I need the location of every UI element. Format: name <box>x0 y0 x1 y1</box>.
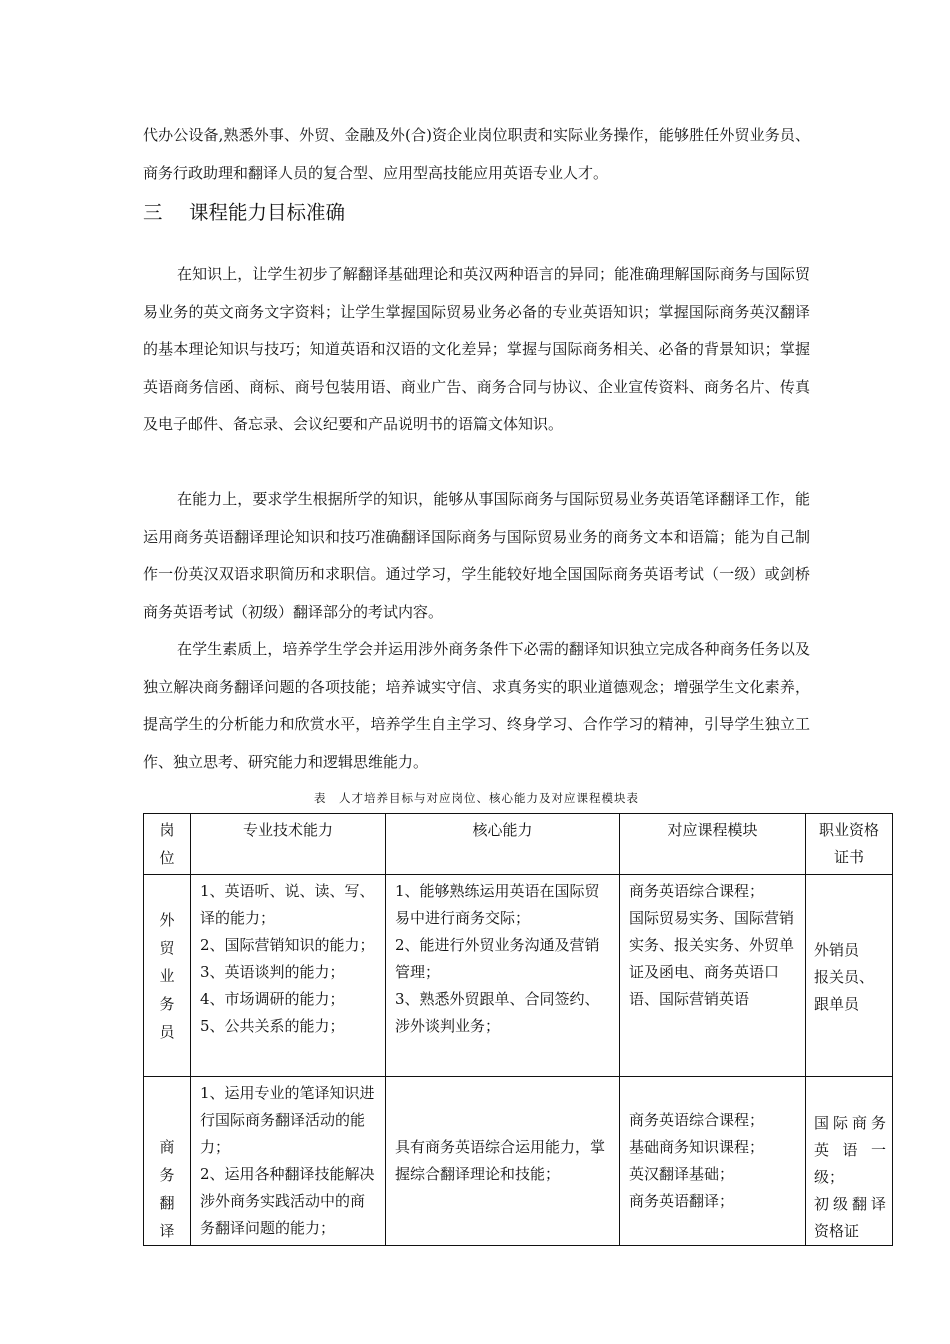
section-title: 课程能力目标准确 <box>189 201 346 224</box>
post-cell: 外贸业务员 <box>144 875 191 1077</box>
table-header-row <box>144 814 893 875</box>
intro-paragraph: 代办公设备,熟悉外事、外贸、金融及外(合)资企业岗位职责和实际业务操作，能够胜任外贸业务员、商务行政助理和翻译人员的复合型、应用型高技能应用英语专业人才。 <box>143 126 810 182</box>
skill-item: 2、运用各种翻译技能解决涉外商务实践活动中的商务翻译问题的能力； <box>200 1165 375 1237</box>
course-item: 英汉翻译基础； <box>629 1165 735 1183</box>
core-item: 2、能进行外贸业务沟通及营销管理； <box>395 936 600 981</box>
cert-cell <box>806 1077 893 1246</box>
cert-item: 报关员、 <box>814 967 875 986</box>
section-heading <box>143 193 345 233</box>
core-cell <box>386 875 620 1077</box>
header-skills: 专业技术能力 <box>191 814 386 875</box>
core-item: 1、能够熟练运用英语在国际贸易中进行商务交际； <box>395 882 600 927</box>
section-number: 三 <box>143 201 163 224</box>
ability-paragraph: 在能力上，要求学生根据所学的知识，能够从事国际商务与国际贸易业务英语笔译翻译工作，能运用商务英语翻译理论知识和技巧准确翻译国际商务与国际贸易业务的商务文本和语篇；能为自己制作一份英汉双语求职简历和求职信。通过学习，学生能较好地全国国际商务英语考试（一级）或剑桥商务英语考试（初级）翻译部分的考试内容。 <box>143 490 810 621</box>
header-cert: 职业资格证书 <box>806 814 893 875</box>
skill-item: 5、公共关系的能力； <box>200 1017 345 1035</box>
table-row <box>144 1077 893 1246</box>
cert-item: 跟单员 <box>814 994 860 1013</box>
header-courses: 对应课程模块 <box>620 814 806 875</box>
core-item: 具有商务英语综合运用能力，掌握综合翻译理论和技能； <box>395 1138 606 1183</box>
courses-cell <box>620 1077 806 1246</box>
header-post: 岗位 <box>144 814 191 875</box>
course-item: 商务英语综合课程； <box>629 1111 765 1129</box>
post-cell: 商务翻译 <box>144 1077 191 1246</box>
course-item: 商务英语翻译； <box>629 1192 735 1210</box>
cert-cell <box>806 875 893 1077</box>
skill-item: 1、英语听、说、读、写、译的能力； <box>200 882 375 927</box>
cert-item: 外销员 <box>814 940 860 959</box>
core-item: 3、熟悉外贸跟单、合同签约、涉外谈判业务； <box>395 990 600 1035</box>
skill-item: 3、英语谈判的能力； <box>200 963 345 981</box>
table-caption: 表 人才培养目标与对应岗位、核心能力及对应课程模块表 <box>314 791 639 805</box>
skill-item: 2、国际营销知识的能力； <box>200 936 375 954</box>
course-item: 基础商务知识课程； <box>629 1138 765 1156</box>
knowledge-paragraph: 在知识上，让学生初步了解翻译基础理论和英汉两种语言的异同；能准确理解国际商务与国际贸易业务的英文商务文字资料；让学生掌握国际贸易业务必备的专业英语知识；掌握国际商务英汉翻译的基本理论知识与技巧；知道英语和汉语的文化差异；掌握与国际商务相关、必备的背景知识；掌握英语商务信函、商标、商号包装用语、商业广告、商务合同与协议、企业宣传资料、商务名片、传真及电子邮件、备忘录、会议纪要和产品说明书的语篇文体知识。 <box>143 265 810 433</box>
skills-cell <box>191 875 386 1077</box>
skill-item: 1、运用专业的笔译知识进行国际商务翻译活动的能力； <box>200 1084 375 1156</box>
skills-cell <box>191 1077 386 1246</box>
course-item: 国际贸易实务、国际营销实务、报关实务、外贸单证及函电、商务英语口语、国际营销英语 <box>629 909 795 1008</box>
skill-item: 4、市场调研的能力； <box>200 990 345 1008</box>
core-cell <box>386 1077 620 1246</box>
quality-paragraph: 在学生素质上，培养学生学会并运用涉外商务条件下必需的翻译知识独立完成各种商务任务以及独立解决商务翻译问题的各项技能；培养诚实守信、求真务实的职业道德观念；增强学生文化素养，提高学生的分析能力和欣赏水平，培养学生自主学习、终身学习、合作学习的精神，引导学生独立工作、独立思考、研究能力和逻辑思维能力。 <box>143 640 810 771</box>
courses-cell <box>620 875 806 1077</box>
training-table <box>143 813 893 1246</box>
cert-item: 初级翻译资格证 <box>814 1195 886 1240</box>
cert-item: 国际商务英语一级； <box>814 1114 886 1186</box>
table-row <box>144 875 893 1077</box>
header-core: 核心能力 <box>386 814 620 875</box>
course-item: 商务英语综合课程； <box>629 882 765 900</box>
